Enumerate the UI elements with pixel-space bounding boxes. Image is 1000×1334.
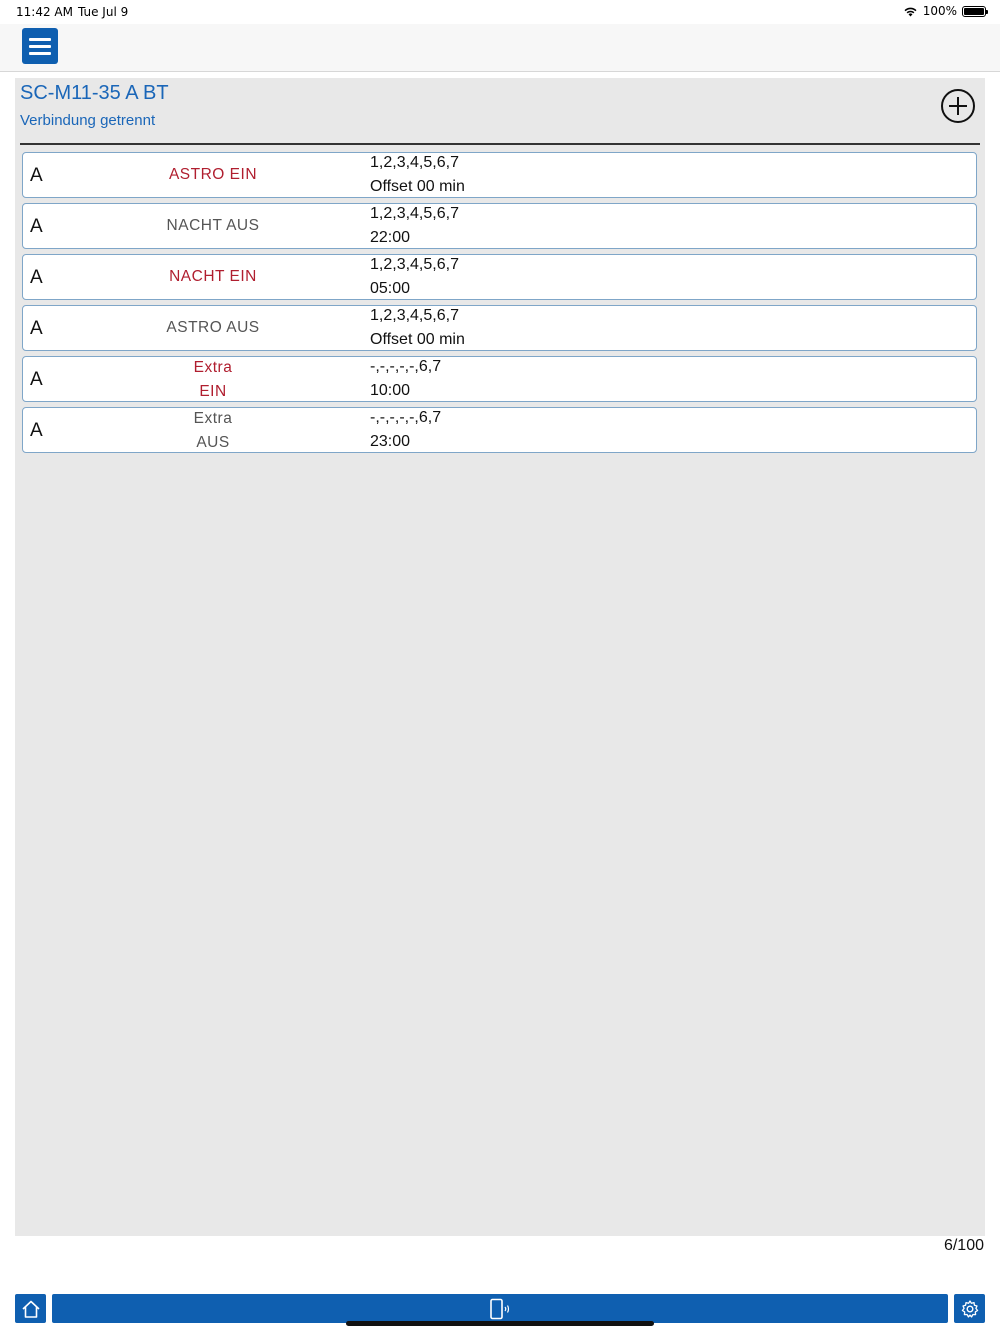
status-bar: [0, 0, 1000, 24]
switch-mode: NACHT EIN: [169, 268, 257, 285]
program-row[interactable]: [22, 254, 977, 300]
battery-percent: 100%: [922, 4, 957, 18]
nav-bar: [0, 24, 1000, 72]
switch-time: 05:00: [370, 280, 411, 297]
switch-mode: ASTRO EIN: [168, 166, 258, 183]
switch-mode: NACHT AUS: [166, 217, 260, 234]
bottom-toolbar: [0, 1294, 1000, 1324]
device-title: SC-M11-35 A BT: [20, 82, 169, 104]
wifi-icon: [903, 6, 918, 17]
status-date: Tue Jul 9: [78, 5, 129, 19]
switch-mode-line: AUS: [196, 434, 230, 451]
channel-label: A: [30, 420, 43, 441]
home-button[interactable]: [15, 1294, 46, 1323]
menu-button[interactable]: [22, 28, 58, 64]
channel-label: A: [30, 369, 43, 390]
switch-mode-line: Extra: [193, 359, 233, 376]
gear-icon: [960, 1299, 980, 1319]
program-row[interactable]: [22, 305, 977, 351]
hamburger-icon: [29, 38, 51, 41]
switch-mode: ASTRO AUS: [166, 319, 260, 336]
switch-mode-line: Extra: [193, 410, 233, 427]
program-panel: [15, 78, 985, 1236]
switch-time: 23:00: [370, 433, 411, 450]
status-indicators: [903, 4, 986, 18]
switch-mode-line: EIN: [199, 383, 227, 400]
switch-time: 22:00: [370, 229, 411, 246]
program-row[interactable]: [22, 407, 977, 453]
channel-label: A: [30, 165, 43, 186]
weekdays: -,-,-,-,-,6,7: [370, 409, 442, 426]
connection-status: Verbindung getrennt: [20, 112, 156, 129]
status-time: 11:42 AM: [16, 5, 73, 19]
program-row[interactable]: [22, 356, 977, 402]
program-row[interactable]: [22, 203, 977, 249]
weekdays: 1,2,3,4,5,6,7: [370, 154, 459, 171]
weekdays: 1,2,3,4,5,6,7: [370, 205, 459, 222]
divider: [20, 143, 980, 145]
device-connect-button[interactable]: [52, 1294, 948, 1323]
switch-time: Offset 00 min: [370, 331, 465, 348]
program-row[interactable]: [22, 152, 977, 198]
home-indicator: [346, 1321, 654, 1326]
add-program-button[interactable]: [941, 89, 975, 123]
switch-time: 10:00: [370, 382, 411, 399]
channel-label: A: [30, 318, 43, 339]
channel-label: A: [30, 267, 43, 288]
weekdays: -,-,-,-,-,6,7: [370, 358, 442, 375]
channel-label: A: [30, 216, 43, 237]
switch-time: Offset 00 min: [370, 178, 465, 195]
home-icon: [21, 1299, 41, 1319]
battery-icon: [962, 6, 986, 17]
program-list: [22, 152, 978, 458]
weekdays: 1,2,3,4,5,6,7: [370, 307, 459, 324]
program-counter: 6/100: [943, 1237, 984, 1254]
weekdays: 1,2,3,4,5,6,7: [370, 256, 459, 273]
settings-button[interactable]: [954, 1294, 985, 1323]
phone-signal-icon: [488, 1298, 512, 1320]
